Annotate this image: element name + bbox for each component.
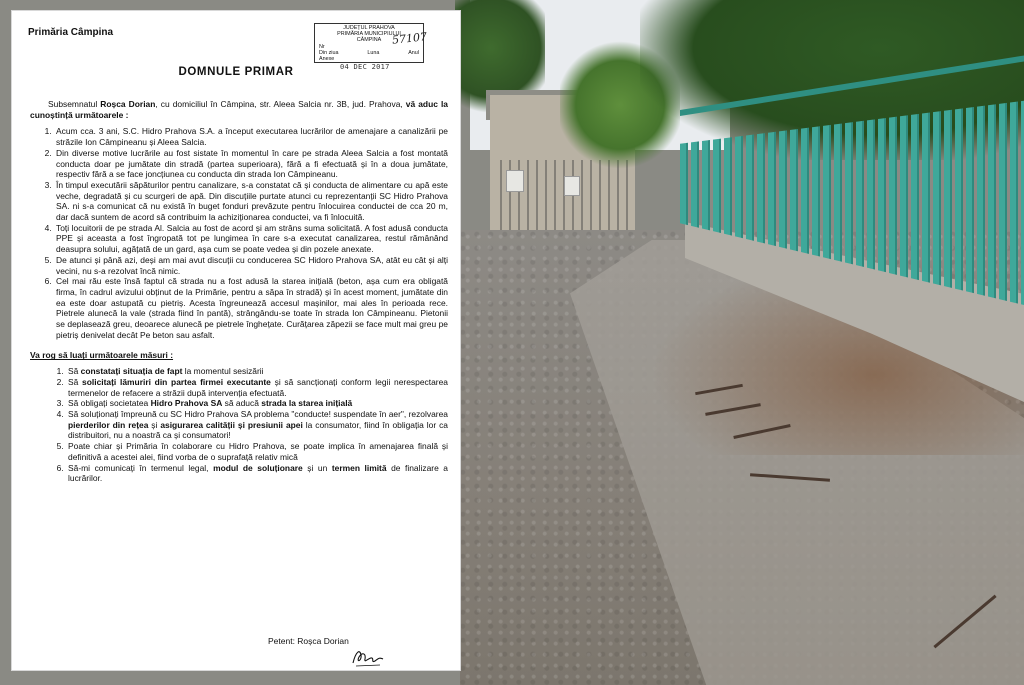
institution-name: Primăria Câmpina [28, 27, 114, 38]
request-item [66, 463, 448, 484]
request-text: Să obligați societatea [68, 398, 151, 409]
fact-item: 1. Acum cca. 3 ani, S.C. Hidro Prahova S.A. a început executarea lucrărilor de amenajare a canalizării pe străzile Ion Câmpineanu și Aleea Salcia. [54, 126, 448, 147]
letter-heading: DOMNULE PRIMAR [178, 66, 294, 78]
letter-body [30, 99, 448, 484]
intro-text: Subsemnatul [48, 99, 101, 109]
request-text: să aducă [222, 398, 262, 409]
stamp-annex-row [315, 56, 423, 62]
request-text: Să [68, 376, 83, 387]
registration-number: 57107 [391, 30, 428, 47]
fact-item: 4. Toți locuitorii de pe strada Al. Salcia au fost de acord și am strâns suma solicitată. A fost adusă conducta PPE și aceasta a fost îngropată tot pe lungimea în care s-a executat canalizarea, restul rămânând deasupra solului, agățată de un gard, așa cum se poate vedea și din pozele anexate. [54, 223, 448, 255]
applicant-name: Roșca Dorian [100, 99, 156, 109]
stamp-day-label: Din ziua [319, 49, 339, 56]
request-item [66, 398, 448, 409]
signature-image [350, 645, 386, 669]
request-text: și un [302, 462, 332, 473]
stamp-month-label: Luna [367, 49, 380, 56]
request-text: la consumator, fiind în obligația lor ca distribuitori, nu a noastră ca și consumatori! [68, 419, 448, 441]
requests-title: Va rog să luați următoarele măsuri : [30, 350, 174, 361]
request-text: Să soluționați împreună cu SC Hidro Prahova SA problema "conducte! suspendate în aer", rezolvarea [68, 408, 448, 419]
stamp-nr-label: Nr [319, 43, 325, 50]
intro-bold: vă aduc la cunoștință următoarele : [30, 99, 449, 120]
request-text: de finalizare a lucrărilor. [68, 462, 448, 484]
request-item [66, 366, 448, 377]
stamp-date: 04 DEC 2017 [340, 63, 390, 71]
request-item [66, 377, 448, 398]
utility-box [564, 176, 580, 196]
request-text: Poate chiar și Primăria în colaborare cu Hidro Prahova, se poate implica în amenajarea finală și definitivă a acestei alei, fiind vorba de o suprafață relativ mică [68, 441, 448, 462]
intro-paragraph [30, 99, 448, 120]
request-emphasis: constatați situația de fapt [80, 366, 183, 377]
stamp-county: JUDEȚUL PRAHOVA [343, 25, 395, 31]
requests-list [30, 366, 448, 484]
facts-list [30, 126, 448, 340]
request-emphasis: modul de soluționare [213, 462, 303, 473]
stamp-annex-label: Anexe [319, 56, 335, 63]
utility-box [506, 170, 524, 192]
fact-item: 2. Din diverse motive lucrările au fost sistate în momentul în care pe strada Aleea Salcia a fost montată conducta doar pe jumătate din stradă (partea superioara), fără a fi efectuată și în a doua jumătate, respectiv fără a se face joncțiunea cu conducta din strada Ion Câmpineanu. [54, 148, 448, 180]
request-emphasis: termen limită [331, 462, 387, 473]
request-item [66, 409, 448, 441]
request-text: Să-mi comunicați în termenul legal, [68, 462, 214, 473]
fact-item: 5. De atunci și până azi, deși am mai avut discuții cu conducerea SC Hidoro Prahova SA, atât eu cât și alți vecini, nu s-a rezolvat încă nimic. [54, 255, 448, 276]
request-emphasis: Hidro Prahova SA [150, 398, 223, 409]
intro-address: , cu domiciliul în Câmpina, str. Aleea Salcia nr. 3B, jud. Prahova, [155, 99, 406, 109]
petent-line: Petent: Roșca Dorian [268, 636, 349, 646]
request-text: și să sancționați conform legii nerespectarea termenelor de refacere a străzii după intervenția efectuată. [68, 376, 448, 398]
request-emphasis: asigurarea calității și presiunii apei [160, 419, 303, 430]
request-text: Să [68, 366, 81, 377]
stamp-city: CÂMPINA [356, 37, 382, 44]
request-text: și [148, 419, 161, 430]
fact-item: 3. În timpul executării săpăturilor pentru canalizare, s-a constatat că și conducta de alimentare cu apă este veche, degradată și cu scurgeri de apă. Din discuțiile purtate atunci cu reprezentanții SC Hidro Prahova SA. ni s-a comunicat că nu există în buget fonduri prevăzute pentru înlocuirea conductei de cca 20 m, dar dacă suntem de acord să contribuim la achiziționarea conductei, va fi înlocuită. [54, 180, 448, 223]
request-emphasis: solicitați lămuriri din partea firmei executante [82, 376, 271, 387]
request-emphasis: pierderilor din rețea [68, 419, 149, 430]
fact-item: 6. Cel mai rău este însă faptul că strada nu a fost adusă la starea inițială (beton, așa cum era obligată firma, în cadrul avizului obținut de la Primărie, pentru a săpa în stradă) și în acest moment, jumătate din ea este doar astupată cu pietriș. Acesta îngreunează accesul mașinilor, mai ales în perioada rece. Pietrele alunecă la vale (strada fiind în pantă), strângându-se toate în strada Ion Câmpineanu. Pietonii se deplasează greu, deoarece alunecă pe pietrele înghețate. Curățarea zăpezii se face mult mai greu pe pietriș denivelat decât Pe beton sau asfalt. [54, 276, 448, 340]
stamp-year-label: Anul [408, 49, 419, 56]
petition-letter [12, 11, 460, 670]
request-text: la momentul sesizării [182, 366, 264, 377]
stamp-office: PRIMĂRIA MUNICIPIULUI [337, 31, 401, 38]
request-item [66, 441, 448, 462]
request-emphasis: strada la starea inițială [261, 398, 353, 409]
